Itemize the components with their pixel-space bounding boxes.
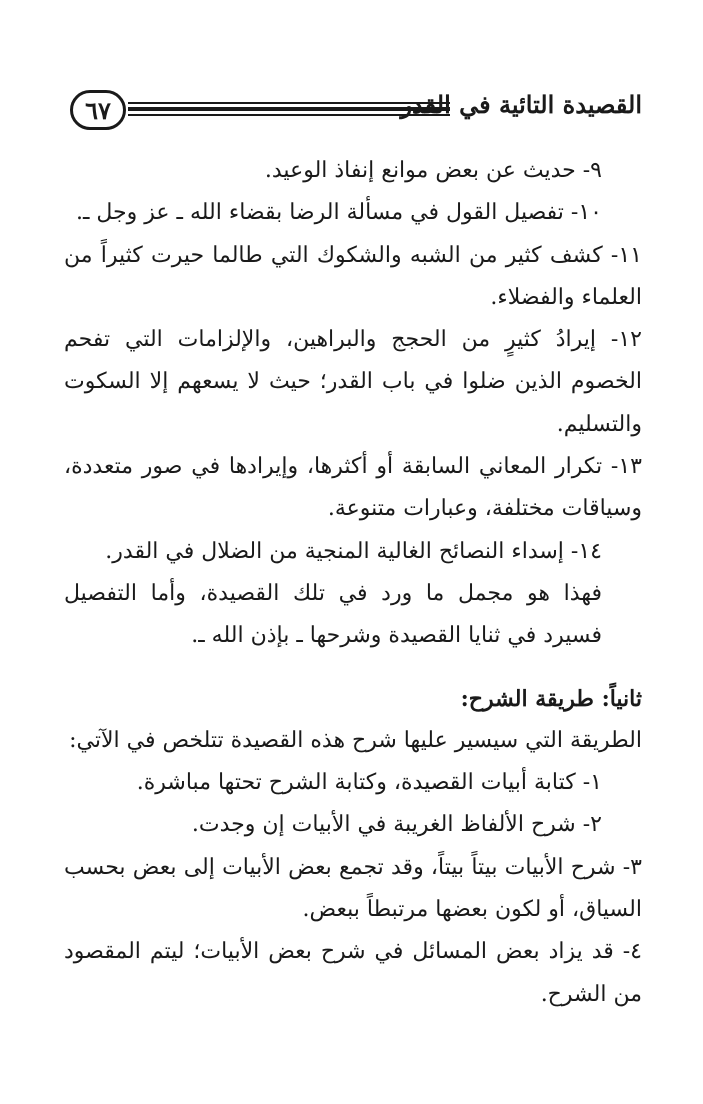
list-item-12: ١٢- إيرادُ كثيرٍ من الحجج والبراهين، والإلزامات التي تفحم الخصوم الذين ضلوا في باب القدر؛ حيث لا يسعهم إلا السكوت والتسليم. xyxy=(64,327,642,437)
method-item-1: ١- كتابة أبيات القصيدة، وكتابة الشرح تحتها مباشرة. xyxy=(136,770,602,796)
list-item-13: ١٣- تكرار المعاني السابقة أو أكثرها، وإيرادها في صور متعددة، وسياقات مختلفة، وعبارات متنوعة. xyxy=(64,454,642,522)
list-item-10: ١٠- تفصيل القول في مسألة الرضا بقضاء الله ـ عز وجل ـ. xyxy=(75,200,602,226)
method-item-4: ٤- قد يزاد بعض المسائل في شرح بعض الأبيات؛ ليتم المقصود من الشرح. xyxy=(64,939,642,1007)
page-number: ٦٧ xyxy=(70,90,126,130)
method-intro: الطريقة التي سيسير عليها شرح هذه القصيدة تتلخص في الآتي: xyxy=(69,727,642,753)
list-item-9: ٩- حديث عن بعض موانع إنفاذ الوعيد. xyxy=(264,158,602,183)
page-header xyxy=(70,82,642,142)
summary-paragraph: فهذا هو مجمل ما ورد في تلك القصيدة، وأما التفصيل فسيرد في ثنايا القصيدة وشرحها ـ بإذن الله ـ. xyxy=(64,580,602,649)
method-item-3: ٣- شرح الأبيات بيتاً بيتاً، وقد تجمع بعض الأبيات إلى بعض بحسب السياق، أو لكون بعضها مرتبطاً ببعض. xyxy=(64,854,642,923)
section-heading: ثانياً: طريقة الشرح: xyxy=(460,685,642,712)
method-item-2: ٢- شرح الألفاظ الغريبة في الأبيات إن وجدت. xyxy=(191,812,602,838)
running-title: القصيدة التائية في القدر xyxy=(400,90,642,119)
list-item-14: ١٤- إسداء النصائح الغالية المنجية من الضلال في القدر. xyxy=(105,538,602,564)
page-body xyxy=(64,150,642,1016)
list-item-11: ١١- كشف كثير من الشبه والشكوك التي طالما حيرت كثيراً من العلماء والفضلاء. xyxy=(64,242,642,310)
